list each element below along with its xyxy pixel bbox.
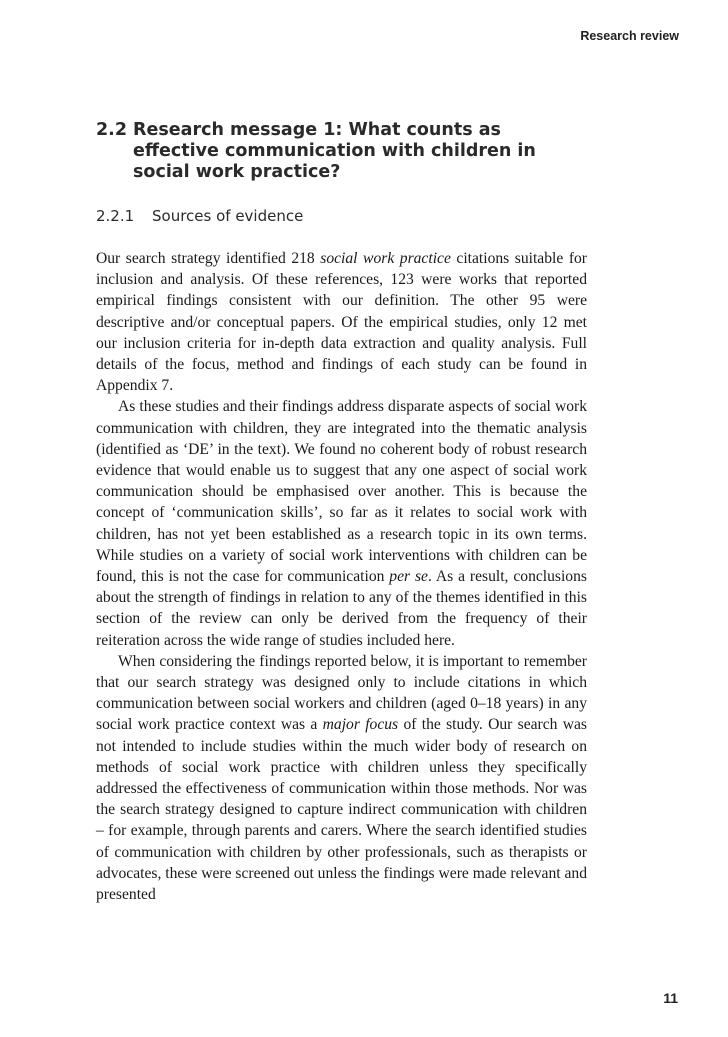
paragraph-1-text-b: citations suitable for inclusion and analysis. Of these references, 123 were works that reported empirical findings consistent with our definition. The other 95 were descriptive and/or conceptual papers. Of the empirical studies, only 12 met our inclusion criteria for in-depth data extraction and quality analysis. Full details of the focus, method and findings of each study can be found in Appendix 7. [96,250,588,395]
paragraph-3 [96,651,587,905]
section-heading [96,120,576,183]
section-number: 2.2 [96,120,128,140]
paragraph-2-emphasis: per se [389,568,428,586]
body-text [96,248,587,905]
paragraph-3-text-b: of the study. Our search was not intended to include studies within the much wider body of research on methods of social work practice with children unless they specifically addressed the effectiveness of communication within those methods. Nor was the search strategy designed to capture indirect communication with children – for example, through parents and carers. Where the search identified studies of communication with children by other professionals, such as therapists or advocates, these were screened out unless the findings were made relevant and presented [96,716,588,904]
page-number: 11 [663,990,678,1006]
paragraph-1-text-a: Our search strategy identified 218 [96,250,321,267]
running-head: Research review [580,29,679,43]
subsection-number: 2.2.1 [96,207,135,225]
subsection-title: Sources of evidence [152,207,304,225]
paragraph-2-text-b: . As a result, conclusions about the strength of findings in relation to any of the themes identified in this section of the review can only be derived from the frequency of their reiteration across the wide range of studies included here. [96,568,587,649]
section-title: Research message 1: What counts as effective communication with children in social work practice? [133,120,536,182]
paragraph-2 [96,396,587,650]
paragraph-2-text-a: As these studies and their findings address disparate aspects of social work communication with children, they are integrated into the thematic analysis (identified as ‘DE’ in the text). We found no coherent body of robust research evidence that would enable us to suggest that any one aspect of social work communication should be emphasised over another. This is because the concept of ‘communication skills’, so far as it relates to social work with children, has not yet been established as a research topic in its own terms. While studies on a variety of social work interventions with children can be found, this is not the case for communication [96,398,587,586]
subsection-heading [96,207,303,225]
paragraph-3-text-a: When considering the findings reported below, it is important to remember that our search strategy was designed only to include citations in which communication between social workers and children (aged 0–18 years) in any social work practice context was a [96,652,587,734]
paragraph-1 [96,248,587,396]
paragraph-1-emphasis: social work practice [320,250,451,267]
paragraph-3-emphasis: major focus [322,716,399,734]
